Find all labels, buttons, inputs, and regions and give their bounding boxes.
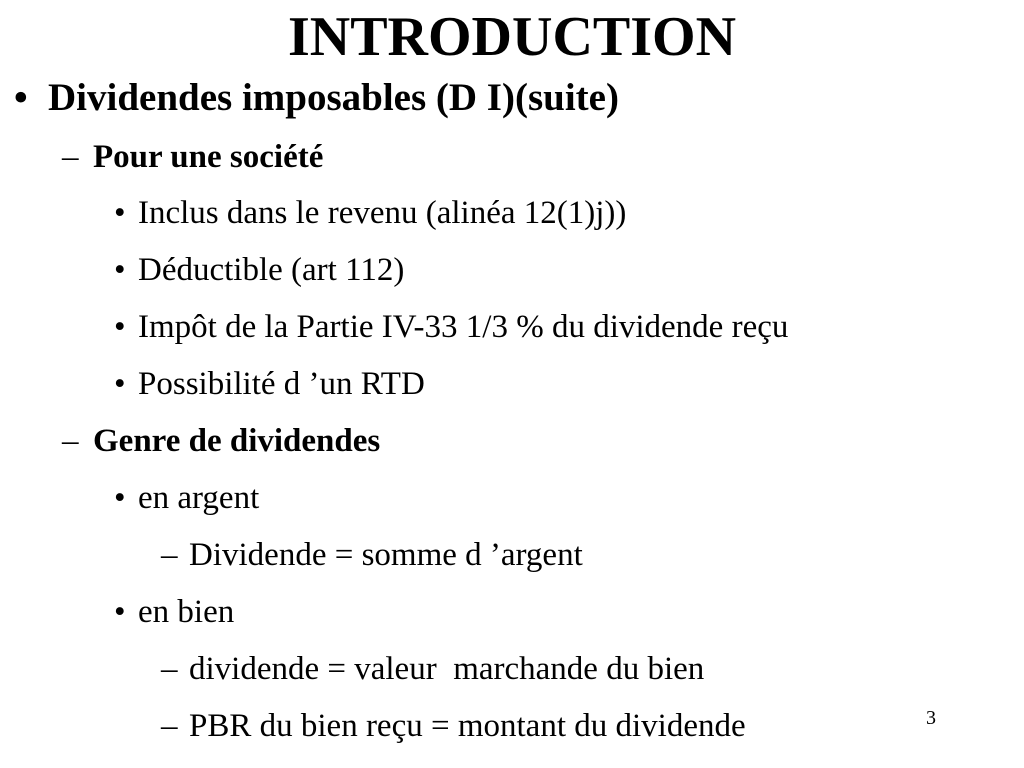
list-item-text: Dividendes imposables (D I)(suite) (48, 76, 619, 119)
bullet-icon: • (114, 252, 126, 288)
dash-icon: – (161, 708, 178, 744)
dash-icon: – (161, 651, 178, 687)
list-item-text: Pour une société (93, 139, 324, 175)
list-item-level-4 (161, 706, 746, 746)
list-item-level-4 (161, 535, 583, 575)
list-item-text: en bien (138, 594, 235, 630)
bullet-icon: • (114, 195, 126, 231)
list-item-level-3 (114, 250, 404, 290)
list-item-level-3 (114, 592, 234, 632)
list-item-level-4 (161, 649, 704, 689)
list-item-text: PBR du bien reçu = montant du dividende (189, 708, 746, 744)
bullet-icon: • (114, 594, 126, 630)
list-item-text: Dividende = somme d ’argent (189, 537, 583, 573)
bullet-icon: • (114, 480, 126, 516)
list-item-text: Déductible (art 112) (138, 252, 405, 288)
slide-title: INTRODUCTION (287, 6, 737, 68)
list-item-level-1 (14, 74, 619, 122)
list-item-text: Genre de dividendes (93, 423, 381, 459)
list-item-level-2 (62, 137, 323, 177)
dash-icon: – (62, 139, 79, 175)
page-number: 3 (926, 707, 936, 729)
dash-icon: – (161, 537, 178, 573)
bullet-icon: • (14, 76, 28, 119)
list-item-text: en argent (138, 480, 260, 516)
list-item-level-3 (114, 193, 626, 233)
list-item-level-2 (62, 421, 380, 461)
bullet-icon: • (114, 366, 126, 402)
list-item-level-3 (114, 307, 788, 347)
dash-icon: – (62, 423, 79, 459)
list-item-text: Impôt de la Partie IV-33 1/3 % du dividende reçu (138, 309, 789, 345)
list-item-text: Inclus dans le revenu (alinéa 12(1)j)) (138, 195, 627, 231)
bullet-icon: • (114, 309, 126, 345)
list-item-text: Possibilité d ’un RTD (138, 366, 425, 402)
list-item-level-3 (114, 364, 425, 404)
list-item-level-3 (114, 478, 259, 518)
list-item-text: dividende = valeur marchande du bien (189, 651, 705, 687)
